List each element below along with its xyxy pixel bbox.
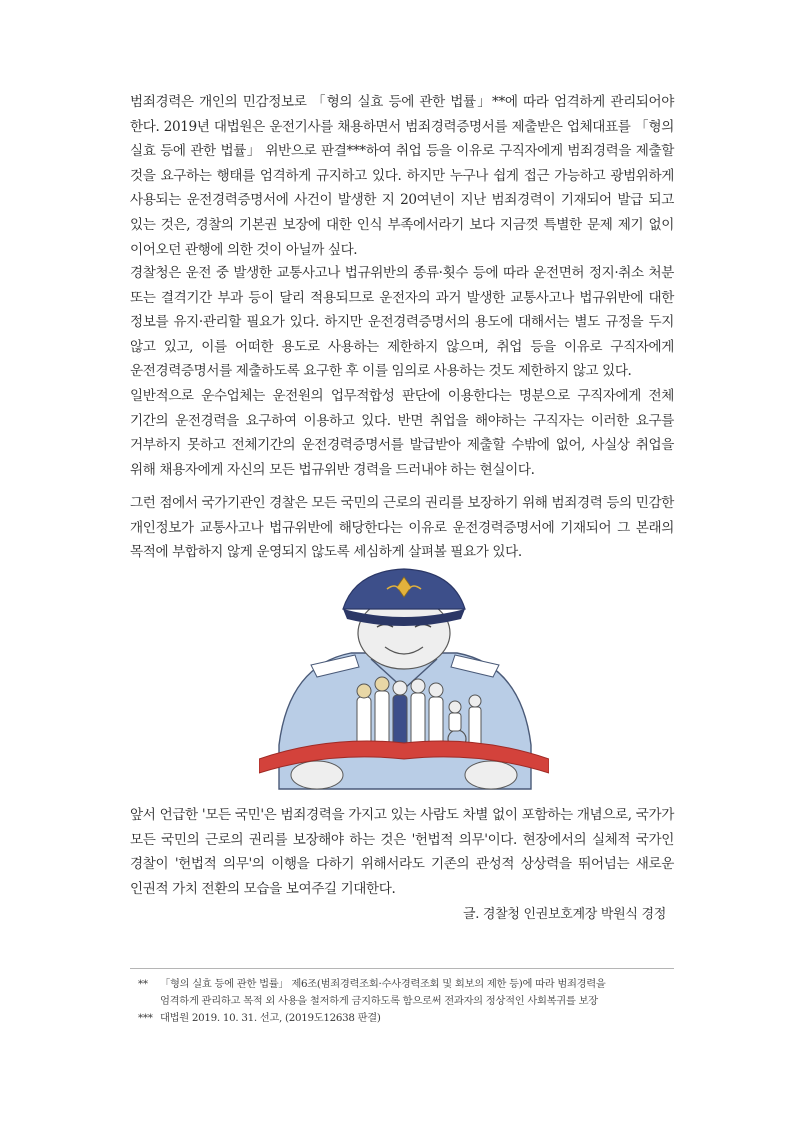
police-officer-illustration <box>259 567 549 812</box>
footnote-1-line-1: 「형의 실효 등에 관한 법률」 제6조(범죄경력조회·수사경력조회 및 회보의 제한 등)에 따라 범죄경력을 <box>160 978 606 990</box>
paragraph-2: 경찰청은 운전 중 발생한 교통사고나 법규위반의 종류·횟수 등에 따라 운전면허 정지·취소 처분 또는 결격기간 부과 등이 달리 적용되므로 운전자의 과거 발생한 교통사고나 법규위반에 대한 정보를 유지·관리할 필요가 있다. 하지만 운전경력증명서의 용도에 대해서는 별도 규정을 두지 않고 있고, 이를 어떠한 용도로 사용하는 제한하지 않으며, 취업 등을 이유로 구직자에게 운전경력증명서를 제출하도록 요구한 후 이를 임의로 사용하는 것도 제한하지 않고 있다. <box>130 265 674 380</box>
left-hand <box>291 761 343 789</box>
footnote-1-line-2: 엄격하게 관리하고 목적 외 사용을 철저하게 금지하도록 함으로써 전과자의 정상적인 사회복귀를 보장 <box>160 995 598 1007</box>
footnote-2-line-1: 대법원 2019. 10. 31. 선고, (2019도12638 판결) <box>160 1012 381 1024</box>
footnote-2 <box>138 1010 678 1027</box>
paragraph-4: 그런 점에서 국가기관인 경찰은 모든 국민의 근로의 권리를 보장하기 위해 범죄경력 등의 민감한 개인정보가 교통사고나 법규위반에 해당한다는 이유로 운전경력증명서에 기재되어 그 본래의 목적에 부합하지 않게 운영되지 않도록 세심하게 살펴볼 필요가 있다. <box>130 495 674 561</box>
paragraph-1: 범죄경력은 개인의 민감정보로 「형의 실효 등에 관한 법률」**에 따라 엄격하게 관리되어야 한다. 2019년 대법원은 운전기사를 채용하면서 범죄경력증명서를 제출받은 업체대표를 「형의 실효 등에 관한 법률」 위반으로 판결***하여 취업 등을 이유로 구직자에게 범죄경력을 제출할 것을 요구하는 행태를 엄격하게 규지하고 있다. 하지만 누구나 쉽게 접근 가능하고 광범위하게 사용되는 운전경력증명서에 사건이 발생한 지 20여년이 지난 범죄경력이 기재되어 발급 되고 있는 것은, 경찰의 기본권 보장에 대한 인식 부족에서라기 보다 지금껏 특별한 문제 제기 없이 이어오던 관행에 의한 것이 아닐까 싶다. <box>130 94 674 258</box>
footnote-1-mark: ** <box>138 978 148 990</box>
author-signature: 글. 경찰청 인권보호계장 박원식 경정 <box>462 907 666 922</box>
footnote-1 <box>138 976 678 1010</box>
paragraph-5: 앞서 언급한 '모든 국민'은 범죄경력을 가지고 있는 사람도 차별 없이 포함하는 개념으로, 국가가 모든 국민의 근로의 권리를 보장해야 하는 것은 '헌법적 의무'이다. 현장에서의 실체적 국가인 경찰이 '헌법적 의무'의 이행을 다하기 위해서라도 기존의 관성적 상상력을 뛰어넘는 새로운 인권적 가치 전환의 모습을 보여주길 기대한다. <box>130 807 674 897</box>
right-hand <box>465 761 517 789</box>
footnote-divider <box>130 968 674 969</box>
paragraph-3: 일반적으로 운수업체는 운전원의 업무적합성 판단에 이용한다는 명분으로 구직자에게 전체 기간의 운전경력을 요구하여 이용하고 있다. 반면 취업을 해야하는 구직자는 이러한 요구를 거부하지 못하고 전체기간의 운전경력증명서를 발급받아 제출할 수밖에 없어, 사실상 취업을 위해 채용자에게 자신의 모든 법규위반 경력을 드러내야 하는 현실이다. <box>130 388 674 478</box>
footnote-2-mark: *** <box>138 1012 153 1024</box>
